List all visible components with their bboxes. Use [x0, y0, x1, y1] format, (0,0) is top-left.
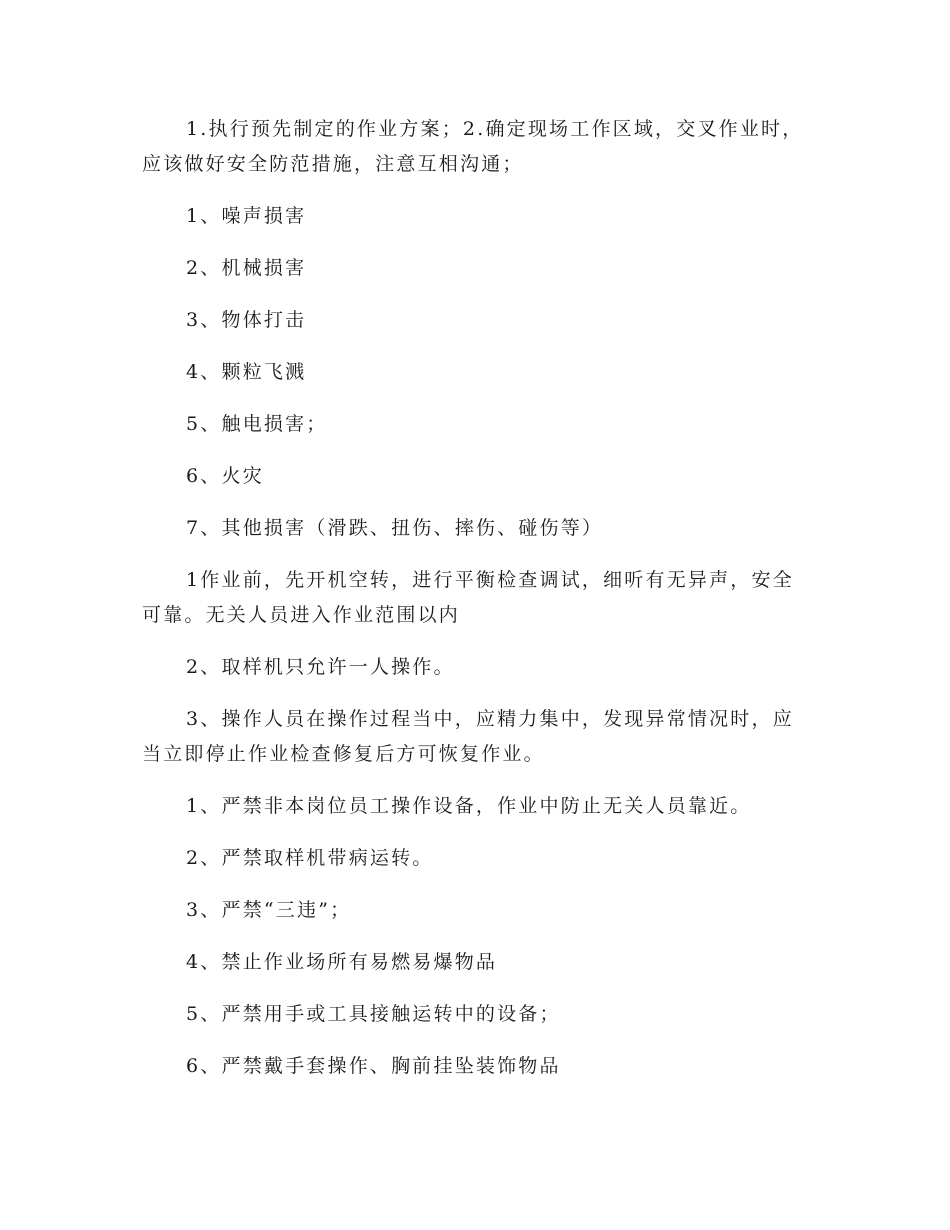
prohibition-item-flammables: 4、禁止作业场所有易燃易爆物品 [186, 951, 498, 973]
prohibition-item-gloves-ornaments: 6、严禁戴手套操作、胸前挂坠装饰物品 [186, 1055, 561, 1077]
hazard-item-noise: 1、噪声损害 [186, 205, 307, 227]
paragraph-work-plan: 1.执行预先制定的作业方案；2.确定现场工作区域，交叉作业时，应该做好安全防范措施，注意互相沟通； [142, 118, 804, 175]
prohibition-item-faulty-operation: 2、严禁取样机带病运转。 [186, 847, 434, 869]
prohibition-item-three-violations: 3、严禁“三违”； [186, 899, 352, 921]
hazard-item-electric-shock: 5、触电损害； [186, 413, 328, 435]
hazard-item-object-strike: 3、物体打击 [186, 309, 307, 331]
prohibition-item-touch-running: 5、严禁用手或工具接触运转中的设备； [186, 1003, 561, 1025]
hazard-item-mechanical: 2、机械损害 [186, 257, 307, 279]
document-body [142, 112, 808, 1101]
prohibition-item-unauthorized: 1、严禁非本岗位员工操作设备，作业中防止无关人员靠近。 [186, 795, 752, 817]
hazard-item-fire: 6、火灾 [186, 465, 264, 487]
procedure-item-concentration: 3、操作人员在操作过程当中，应精力集中，发现异常情况时，应当立即停止作业检查修复后方可恢复作业。 [142, 708, 794, 765]
procedure-item-pre-operation: 1作业前，先开机空转，进行平衡检查调试，细听有无异声，安全可靠。无关人员进入作业范围以内 [142, 569, 794, 626]
hazard-item-particle-splash: 4、颗粒飞溅 [186, 361, 307, 383]
procedure-item-single-operator: 2、取样机只允许一人操作。 [186, 656, 455, 678]
hazard-item-other: 7、其他损害（滑跌、扭伤、摔伤、碰伤等） [186, 517, 604, 539]
